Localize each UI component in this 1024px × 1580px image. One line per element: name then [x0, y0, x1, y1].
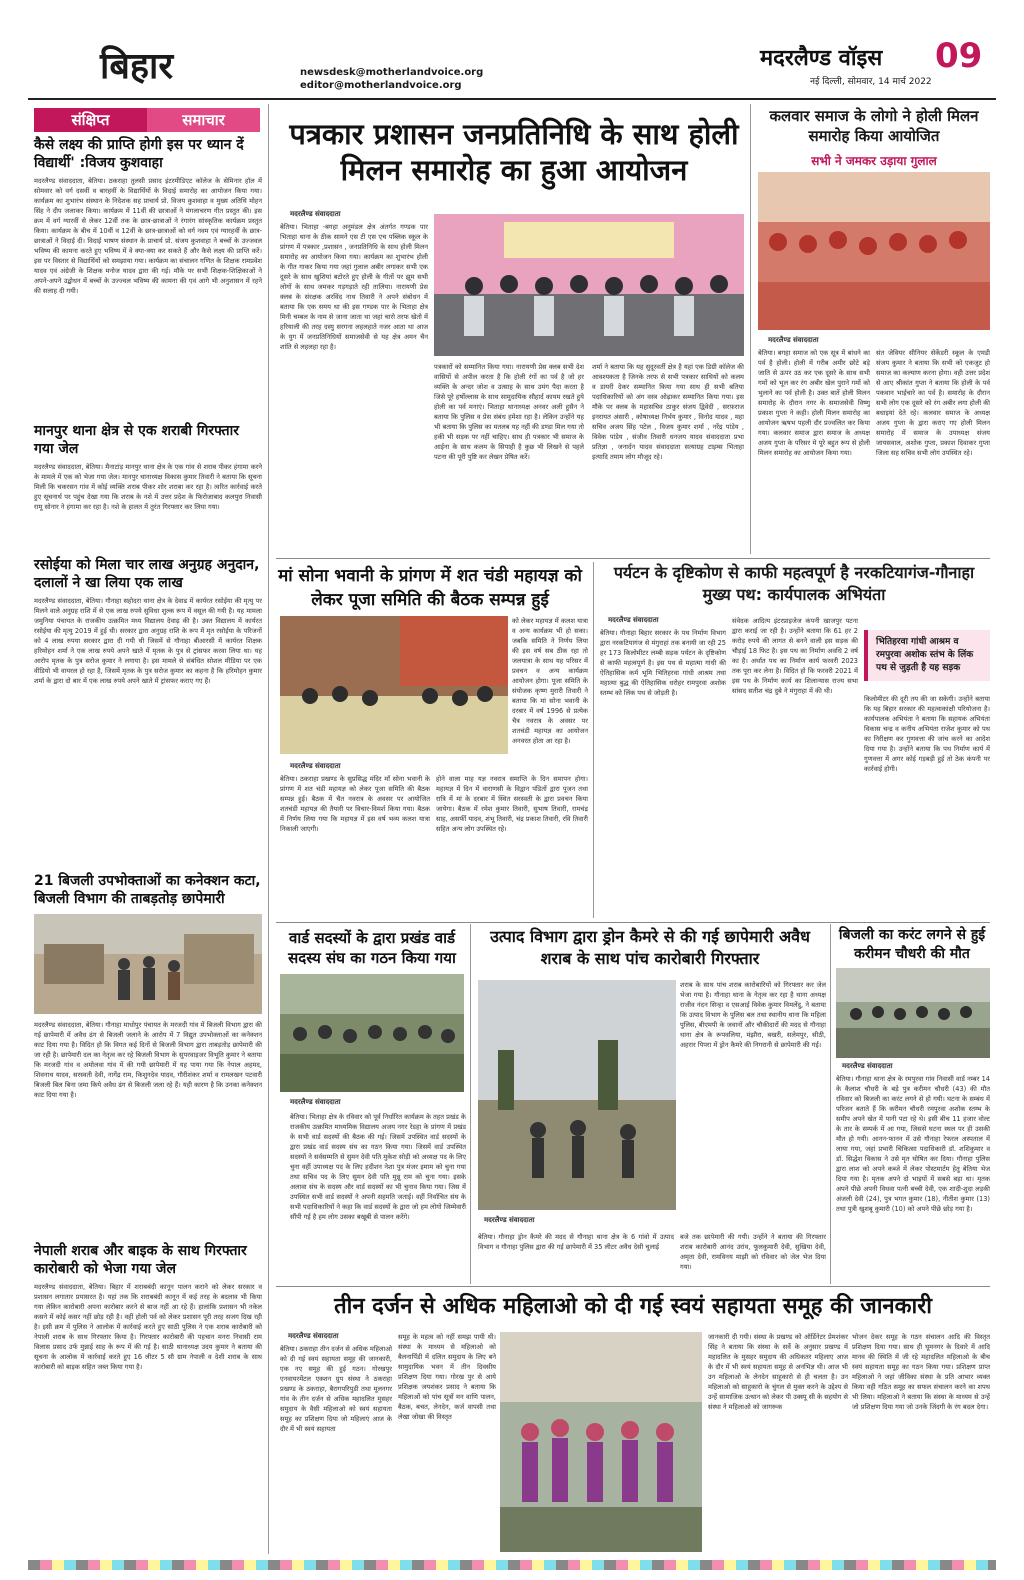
- electric-body: बेतिया। गौनाहा थाना क्षेत्र के रमपुरवा गांव निवासी वार्ड नम्बर 14 के कैलाश चौधरी के बड़े पुत्र करीमन चौधरी (43) की मौत रविवार को बिजली का करंट लगने से हो गयी। घटना के सम्बंध में परिजन बताते हैं कि करीमन चौधरी रमपुरवा अशोक स्तम्भ के समीप अपने खेत में पानी पटा रहे थे। इसी बीच 11 हजार वोल्ट के तार के सम्पर्क में आ गया, जिससे घटना स्थल पर ही उसकी मौत हो गयी। आनन-फानन में उसे गौनाहा रेफरल अस्पताल में लाया गया, जहां प्रभारी चिकित्सा पदाधिकारी डॉ. शशिकुमार व डॉ. सिद्धेश विकास ने उसे मृत घोषित कर दिया। गौनाहा पुलिस द्वारा लाश को अपने कब्जे में लेकर पोस्टमार्टम हेतु बेतिया भेज दिया गया है। मृतक अपने दो भाइयों में सबसे बड़ा था। मृतक अपने पीछे अपनी विधवा पत्नी बच्ची देवी, एक शादी-शुदा लड़की अंजली देवी (24), पुत्र भगत कुमार (18), नीतीश कुमार (13) तथा पुत्री खुशबू कुमारी (10) को अपने पीछे छोड़ गया है।: [836, 1075, 990, 1213]
- column-divider: [268, 104, 269, 1554]
- byline: मदरलैण्ड संवाददाता: [842, 1062, 893, 1070]
- masthead-rule: [28, 98, 996, 100]
- lead-body-col2: पत्रकारों को सम्मानित किया गया। नारायणी प्रेस क्लब सभी देश वासियों से अपील करता है कि होली रंगों का पर्व है जो हर व्यक्ति के अन्दर जोश व उत्साह के साथ उमंग पैदा करता है जिसे पूरे हर्षोल्लास के साथ सामुदायिक सौहार्द कायम रखते हुये होली का पर्व मनाएं। भिताहा थानाध्यक्ष अनवर अली हुसैन ने बताया कि पुलिस व प्रेस संबंध हमेशा रहा है। लेकिन उन्होंने यह भी बताया कि पुलिस का मतलब यह नहीं की डण्डा मिल गया तो हकी भी सड़क पर नहीं चाहिए। साथ ही पत्रकार भी समाज के आईना के साथ कलम के सिपाही है कुछ भी लिखने से पहले पटना की पूरी पुष्टि कर लेखन प्रेषित करें।: [434, 363, 584, 461]
- women-body-col1: बेतिया। ठकराहा तीन दर्जन से अधिक महिलाओ को दी गई स्वयं सहायता समूह की जानकारी, एक नए समूह की हुई गठन। गोरखपुर एनवायरमेंटल एक्शन ग्रुप संस्था ने ठकराहा प्रखण्ड के ठकराहा, बैरागपरिपुडी तथा मूलनगर गांव के तीन दर्जन से अधिक महादलित मुसहर समुदाय के वैसी महिलाओ को स्वयं सहायता समूह का प्रशिक्षण दिया जो महिलाएं आज के दौर में भी स्वयं सहायता: [280, 1345, 392, 1433]
- byline: मदरलैण्ड संवाददाता: [288, 1332, 339, 1340]
- tourism-body-col1: बेतिया। गौनाहा बिहार सरकार के पथ निर्माण विभाग द्वारा नरकटियागंज से मंगुराहां तक बनायी जा रही 25 हर 173 किलोमीटर लम्बी सड़क पर्यटन के दृष्टिकोण से काफी महत्वपूर्ण है। इस पथ से महात्मा गांधी की ऐतिहासिक कर्म भूमि भितिहरवा गांधी आश्रम तथा महात्मा बुद्ध की ऐतिहासिक धरोहर रामपुरवा अशोक स्तम्भ को लिंक पथ से जोड़ती है।: [600, 629, 726, 697]
- women-body-col3: जानकारी दी गयी। संस्था के प्रखण्ड को ऑर्डिनेटर प्रेमशंकर सिंह ने बताया कि संस्था के सर्वे के अनुसार प्रखण्ड में महादलित के मुसहर समुदाय की अधिकतर महिलाए आज के दौर में भी स्वयं सहायता समूह से अनभिज्ञ थी। आज भी उन महिलाओ के लेनदेन साहूकारो से ही चलता है। उन महिलाओ को साहूकारो के चुंगल से मुक्त करने के उद्देश्य से उन्हें सामाजिक उत्थान को लेकर पी उक्स्पू सी के सहयोग से संस्था ने महिलाओ को जागरूक: [708, 1333, 848, 1411]
- section-divider: [276, 558, 990, 559]
- electric-death-photo: [836, 968, 990, 1058]
- byline: मदरलैण्ड संवाददाता: [768, 336, 819, 344]
- byline: मदरलैण्ड संवाददाता: [290, 210, 341, 218]
- lead-photo: [434, 214, 744, 356]
- brief-headline: नेपाली शराब और बाइक के साथ गिरफ्तार कारोबारी को भेजा गया जेल: [34, 1243, 247, 1277]
- women-body-col4: भोजन देकर समूह के गठन संचालन आदि की विस्तृत प्रशिक्षण दिया गया। साथ ही घूमनगर के दिवारे में आदि मानव की स्थिति में जी रहे महादलित महिलाओ के बीच स्वयं सहायता समूह का गठन किया गया। प्रशिक्षण प्राप्त महिलाओ ने जहां जीविका संस्था के प्रति आभार व्यक्त किया वही गठित समूह का सफल संचालन करने का शपथ भी लिया। महिलाओ ने बताया कि संस्था के माध्यम से उन्हें जो प्रशिक्षण दिया गया जो उनके जिंदगी के रंग बदल देगा।: [852, 1333, 990, 1411]
- maa-sona-body-col2: होने वाला माह यज्ञ नवरात्र समाप्ति के दिन समापन होगा। महायज्ञ में दिन में वाराणसी के विद्वान पंडितों द्वारा पूजन तथा रात्रि में मां के दरबार में स्थित सरस्वती के द्वारा प्रवचन किया जायेगा। बैठक में रमेश कुमार तिवारी, सुभाष तिवारी, रामचंद्र साह, असर्फी यादव, शंभू तिवारी, चंद्र प्रकाश तिवारी, रवि तिवारी सहित अन्य लोग उपस्थित रहे।: [436, 775, 588, 833]
- column-divider: [830, 924, 831, 1284]
- women-shg-photo: [500, 1332, 702, 1552]
- drone-raid-photo: [478, 980, 676, 1210]
- byline: मदरलैण्ड संवाददाता: [484, 1216, 535, 1224]
- newspaper-brand: मदरलैण्ड वॉइस: [760, 46, 883, 71]
- kalwar-photo: [758, 172, 990, 330]
- lead-body-col1: बेतिया। भिताहा -बगहा अनुमंडल क्षेत्र अंतर्गत गण्डक पार भिताहा थाना के ठीक सामने एस टी एस एच पब्लिक स्कूल के प्रांगण में पत्रकार ,प्रशासन , जनप्रतिनिधि के साथ होली मिलन समारोह का आयोजन किया गया। कार्यक्रम का शुभारंभ होली के गीत गाकर किया गया जहां गुलाल अबीर लगाकर सभी एक दूसरे के साथ खुशियां बटोरते हुए होली के गीतों पर झूम सभी लोगों के साथ जमकर गड़गड़ाते रही तालिया। नारायणी प्रेस क्लब के संरक्षक अरविंद नाथ तिवारी ने अपने संबोधन में बताया कि एक समय था की इस गण्डक पार के भिताहा क्षेत्र मिनी चम्बल के नाम से जाना जाता था जहां चारो तरफ खेतो में हरियाली की तरह दस्यु सरगना लहलहाते नजर आता था आज के युग में जनप्रतिनिधियों समाजसेवी से यह क्षेत्र अमन चैन शांति से लहलहा रहा है।: [280, 223, 428, 351]
- byline: मदरलैण्ड संवाददाता: [290, 1098, 341, 1106]
- brief-item: [34, 136, 262, 426]
- brief-headline: 21 बिजली उपभोक्ताओं का कनेक्शन कटा, बिजली विभाग की ताबड़तोड़ छापेमारी: [34, 873, 261, 907]
- print-color-bar: [28, 1560, 996, 1570]
- column-divider: [750, 104, 751, 554]
- electric-headline: बिजली का करंट लगने से हुई करीमन चौधरी की मौत: [838, 927, 986, 962]
- maa-sona-body-side: को लेकर महायज्ञ में कलश यात्रा व अन्य कार्यक्रम भी हो सका। जबकि समिति ने निर्णय लिया की इस वर्ष सब ठीक रहा तो जलयात्रा के साथ यह परिसर में प्रवचन व अन्य कार्यक्रम आयोजन होगा। पूजा समिति के संयोजक कृष्ण मुरारी तिवारी ने बताया कि मां सोना भवानी के दरबार में वर्ष 1996 से प्रत्येक चैत्र नवरात्र के अवसर पर शतचंडी महायज्ञ का आयोजन अनवरत होता आ रहा है।: [512, 617, 588, 745]
- brief-headline: कैसे लक्ष्य की प्राप्ति होगी इस पर ध्यान दें विद्यार्थी' :विजय कुशवाहा: [34, 137, 244, 171]
- byline: मदरलैण्ड संवाददाता: [608, 616, 659, 624]
- brief-body: मदरलैण्ड संवाददाता, बेतिया। मैनाटांड़ मानपुर थाना क्षेत्र के एक गांव से शराब पीकर हंगामा करने के मामले में एक को भेजा गया जेल। मानपुर थानाध्यक्ष विकास कुमार तिवारी ने बताया कि सूचना मिली कि चकरसन गांव में कोई व्यक्ति शराब पीकर शोर शराबा कर रहा है। त्वरित कार्रवाई करते हुए सूचनार्थ पर पहुंच देखा गया कि शराब के नशे में उत्तर प्रदेश के फिरोजाबाद कलपुरा निवासी रामू सोनार ने हंगामा कर रहा है। नशे के हालत में तुरंत गिरफ्तार कर लिया गया।: [34, 463, 262, 511]
- kalwar-subhead: सभी ने जमकर उड़ाया गुलाल: [811, 154, 937, 168]
- brief-body: मदरलैण्ड संवाददाता, बेतिया। गौनाहा माधोपुर पंचायत के मरजदी गांव में बिजली विभाग द्वारा की गई छापेमारी में अवैध ढंग से बिजली जलाने के आरोप में 7 विद्युत उपभोक्ताओं का कनेक्शन काट दिया गया है। विदित हो कि विगत कई दिनों से बिजली विभाग द्वारा ताबड़तोड़ छापेमारी की जा रही है। छापेमारी दल का नेतृत्व कर रहे बिजली विभाग के सुपरवाइजर विभूति कुमार ने बताया कि मरजदी गांव व अमोलवा गांव में की गयी छापेमारी में यह पाया गया कि नेपाल अहमद, शिवनाथ यादव, सरस्वती देवी, नागेंद्र राम, किशुनदेव यादव, गौरीशंकर शर्मा व रामलखन पटवारी बिजली बिल बिना जमा किये अवैध ढंग से बिजली जला रहे हैं। यही कारण है कि उनका कनेक्शन काट दिया गया है।: [34, 1021, 262, 1099]
- ward-headline: वार्ड सदस्यों के द्वारा प्रखंड वार्ड सदस्य संघ का गठन किया गया: [288, 929, 456, 967]
- lead-body-col3: शर्मा ने बताया कि यह सुदूरवर्ती क्षेत्र है यहां एक डिग्री कॉलेज की आवश्यकता है जिनके तरफ से सभी पत्रकार साथियों को कलम व डायरी देकर सम्मानित किया गया साथ ही सभी बतिया पदाधिकारियों को अंग वस्त्र ओढ़ाकर सम्मानित किया गया। इस मौके पर क्लब के महासचिव ठाकुर संजय द्विवेदी , सरफ़राज इनरायत अंसारी , कोषाध्यक्ष निर्भय कुमार , विनोद यादव , महा सचिव अजय सिंह पटेल , विजय कुमार शर्मा , नरेंद्र पांडेय , विवेक पांडेय , संजीव तिवारी धनजय यादव संवाददाता प्रभा प्रतिज्ञा , जनार्दन यादव संवाददाता सत्याग्रह टाइम्स भिताहा इत्यादि तमाम लोग मौजूद रहे।: [592, 363, 744, 461]
- brief-label-left: संक्षिप्त: [34, 108, 147, 132]
- contact-emails: [300, 66, 483, 92]
- tourism-body-col2: संवेदक आदित्य इंटरप्राइजेज कंपनी खाजपुर पटना द्वारा कराई जा रही है। उन्होंने बताया कि 61 हर 2 करोड़ रुपये की लागत से बनने वाली इस सड़क की चौड़ाई 18 फिट है। इस पथ का निर्माण अवधि 2 वर्ष का है। अर्थात पथ का निर्माण कार्य फरवरी 2023 तक पूरा कर लेना है। विदित हो कि फरवरी 2021 में इस पथ के निर्माण कार्य का शिलान्यास राज्य सभा सांसद सतीश चंद्र दुबे ने मंगुराहा में की थी।: [732, 617, 858, 695]
- issue-date: नई दिल्ली, सोमवार, 14 मार्च 2022: [810, 77, 932, 87]
- excise-caption-body: बेतिया। गौनाहा ड्रोन कैमरे की मदद से गौनाहा थाना क्षेत्र के 6 गांवो में उत्पाद विभाग व गौनाहा पुलिस द्वारा की गई छापेमारी में 35 लीटर अवैध देसी चुलाई: [478, 1233, 674, 1251]
- tourism-highlight-box: भितिहरवा गांधी आश्रम व रमपुरवा अशोक स्तंभ के लिंक पथ से जुड़ती है यह सड़क: [864, 630, 990, 681]
- electricity-raid-photo: [34, 914, 262, 1014]
- kalwar-body-col2: संत जेवियर सीनियर सेकेंडरी स्कूल के एमडी संजय कुमार ने बताया कि सभी को एकजुट हो समाज का कल्याण करना होगा। वही उत्तर प्रदेश से आए श्रीकांत गुप्ता ने बताया कि होली के पर्व पकवान भाईचारे का पर्व है। समारोह के दौरान सभी लोग एक दूसरे को रंग अबीर लगा होली की बधाइयां देते रहे। कलवार समाज के अध्यक्ष अजय गुप्ता के द्वारा कराए गए होली मिलन समारोह में समाज के उपाध्यक्ष संजय जायसवाल, अशोक गुप्ता, प्रकाश दिवाकर गुप्ता जिला सह सचिव सभी लोग उपस्थित रहे।: [876, 349, 990, 457]
- byline: मदरलैण्ड संवाददाता: [290, 762, 341, 770]
- brief-label-right: समाचार: [182, 111, 225, 129]
- brief-item: [34, 422, 262, 554]
- kalwar-body-col1: बेतिया। बगहा समाज को एक सूत्र में बांधने का पर्व है होली। होली में गरीब अमीर छोटे बड़े जाति से ऊपर उठ कर एक दूसरे के साथ सभी गमों को भूल कर रंग अबीर खेल पुराने गमों को भुलाने का पर्व होली है। उक्त बातें होली मिलन समारोह के दौरान नगर के समाजसेवी विष्णु प्रकाश गुप्ता ने कही। होली मिलन समारोह का आयोजन ऋषभ पहली दौर प्रज्वलित कर किया गया। कलवार समाज द्वारा समाज के अध्यक्ष अजय गुप्ता के परिसर मे पूरे बहुत रूप से होली मिलन समारोह का आयोजन किया गया।: [758, 349, 870, 457]
- brief-body: मदरलैण्ड संवाददाता, बेतिया। ठकराहा तुलसी प्रसाद इंटरमीडिएट कॉलेज के सेमिनार हॉल में सोमवार को वर्ग दसवीं व बारहवीं के विद्यार्थियों के विदाई समारोह का आयोजन किया गया। कार्यक्रम का शुभारंभ संस्थान के निदेशक सह प्राचार्य प्रो. विजय कुशवाहा व मुख्य अतिथि मोहन सिंह ने दीप जलाकर किया। कार्यक्रम में 11वीं की छात्राओं ने मंगलाचरण गीत प्रस्तुत की। इस क्रम में वर्ग ग्यारवीं से लेकर 12वीं तक के छात्र-छात्राओं ने रंगारंग सांस्कृतिक कार्यक्रम प्रस्तुत किया। कार्यक्रम के बीच में 10वीं व 12वीं के छात्र-छात्राओं को वर्ग नवम एवं ग्यारहवीं के छात्र-छात्राओं ने विदाई दी। विदाई भाषण संस्थान के प्राचार्य प्रो. संजय कुशवाहा ने बच्चों के उज्जवल भविष्य की कामना करते हुए भविष्य में वे क्या-क्या कर सकते हैं और कैसे लक्ष्य की प्राप्ति करें। इस पर विस्तार से विद्यार्थियों को समझाया गया। कार्यक्रम का संचालन गणित के शिक्षक रामप्रवेश यादव एवं अंग्रेजी के शिक्षक मनोज यादव द्वारा की गई। मौके पर सभी शिक्षक-शिक्षिकाओं ने अपने-अपने उद्बोधन में बच्चों के उज्ज्वल भविष्य की कामना की एवं आगे भी अनुशासन में रहने की सलाह दी गयी।: [34, 177, 262, 295]
- section-divider: [276, 922, 990, 923]
- tourism-headline: पर्यटन के दृष्टिकोण से काफी महत्वपूर्ण है नरकटियागंज-गौनाहा मुख्य पथ: कार्यपालक अभियंता: [613, 563, 975, 604]
- brief-headline: रसोईया को मिला चार लाख अनुग्रह अनुदान, दलालों ने खा लिया एक लाख: [34, 557, 260, 591]
- excise-body-right: शराब के साथ पांच शराब कारोबारियों को गिरफ्तार कर जेल भेजा गया है। गौनाहा थाना के नेतृत्व कर रहा है थाना अध्यक्ष राजीव नंदन सिन्हा व एसआई विवेक कुमार विमलेंदु, ने बताया कि उत्पाद विभाग के पुलिस बल तथा स्थानीय थाना कि महिला पुलिस, बीएमपी के जवानों और चौकीदारों की मदद से गौनाहा थाना क्षेत्र के रूपवलिया, मंझौरा, बखरी, सलेमपुर, सीठी, अहरार पिपरा में ड्रोन कैमरे की निगरानी से छापेमारी की गई।: [680, 981, 826, 1049]
- maa-sona-body-col1: बेतिया। ठकराहा प्रखण्ड के सुप्रसिद्ध मंदिर माँ सोना भवानी के प्रांगण में शत चंडी महायज्ञ को लेकर पूजा समिति की बैठक सम्पन्न हुई। बैठक में चैत नवरात्र के अवसर पर आयोजित शतचंडी महायज्ञ की तैयारी पर विचार-विमर्श किया गया। बैठक में निर्णय लिया गया कि महायज्ञ में इस वर्ष भव्य कलश यात्रा निकाली जाएगी।: [280, 775, 430, 833]
- tourism-body-col3: किलोमीटर की दूरी तय की जा सकेगी। उन्होंने बताया कि यह बिहार सरकार की महत्वाकांक्षी परियोजना है। कार्यपालक अभियंता ने बताया कि सहायक अभियंता विकास चन्द्र व कनीय अभियंता राजेश कुमार को पथ का निरीक्षण कर गुणवत्ता की जांच करने का आदेश दिया गया है। उन्होंने बताया कि पथ निर्माण कार्य में गुणवत्ता में अगर कोई गड़बड़ी हुई तो ठेक कंपनी पर कार्रवाई होगी।: [864, 695, 990, 773]
- page-number: 09: [935, 36, 983, 76]
- excise-headline: उत्पाद विभाग द्वारा ड्रोन कैमरे से की गई छापेमारी अवैध शराब के साथ पांच कारोबारी गिरफ्तार: [490, 927, 810, 968]
- brief-body: मदरलैण्ड संवाददाता, बेतिया। गौनाहा सहोदरा थाना क्षेत्र के देवाढ में कार्यरत रसोईया की मृत्यु पर मिलने वाले अनुग्रह राशि में से एक लाख रुपये सुविधा शुल्क रूप में वसूल की गयी है। यह मामला जमुनिया पंचायत के राजकीय उत्क्रमित मध्य विद्यालय देवाढ़ की है। उक्त विद्यालय में कार्यरत रसोईया की मृत्यु 2019 में हुई थी। सरकार द्वारा अनुग्रह राशि के रूप में मृत रसोईया के परिजनों को 4 लाख रुपया सरकार द्वारा दी गयी थी जिसमें से गौनाहा बीआरसी में कार्यरत शिक्षक हरिमोहन शर्मा ने एक लाख रुपये अपने खाते में मृतक के पुत्र से ट्रांसफर करवा लिया था। यह आरोप मृतक के पुत्र सरोज कुमार ने लगाया है। इस मामले से संबंधित सोशल मीडिया पर एक वीडियो भी वायरल हो रहा है, जिसमें मृतक के पुत्र सरोज कुमार का कहना है कि हरिमोहन कुमार शर्मा के द्वारा दो बार में एक लाख रुपये अपने खाते में ट्रांसफर कराए गए हैं।: [34, 597, 262, 685]
- column-divider: [593, 562, 594, 918]
- lead-headline: पत्रकार प्रशासन जनप्रतिनिधि के साथ होली मिलन समारोह का हुआ आयोजन: [289, 117, 739, 187]
- email-editor[interactable]: editor@motherlandvoice.org: [300, 80, 462, 91]
- brief-item: [34, 872, 262, 1256]
- maa-sona-photo: [280, 616, 508, 754]
- brief-item: [34, 1242, 262, 1516]
- maa-sona-headline: मां सोना भवानी के प्रांगण में शत चंडी महायज्ञ को लेकर पूजा समिति की बैठक सम्पन्न हुई: [278, 566, 582, 610]
- women-shg-headline: तीन दर्जन से अधिक महिलाओ को दी गई स्वयं सहायता समूह की जानकारी: [334, 1294, 932, 1319]
- brief-news-label: [34, 108, 260, 132]
- kalwar-headline: कलवार समाज के लोगो ने होली मिलन समारोह किया आयोजित: [769, 107, 979, 145]
- email-newsdesk[interactable]: newsdesk@motherlandvoice.org: [300, 67, 484, 78]
- brief-item: [34, 556, 262, 862]
- column-divider: [470, 924, 471, 1284]
- ward-photo: [280, 974, 464, 1092]
- section-divider: [276, 1286, 990, 1287]
- brief-body: मदरलैण्ड संवाददाता, बेतिया। बिहार में शराबबंदी कानून पालन कराने को लेकर सरकार व प्रशासन लगातार प्रयासरत है। यहां तक कि शराबबंदी कानून में कई तरह के बदलाव भी किया गया लेकिन कारोबारी अपना कारोबार करने से बाज नहीं आ रहे हैं। हालांकि प्रशासन भी नकेल कसने में कोई कसर नहीं छोड़ रही है। वहीं होली पर्व को लेकर प्रशासन पूरी तरह सजग दिख रही है। इसी क्रम में पुलिस ने आलोक में कार्रवाई करते हुए साठी पुलिस ने एक शराब कारोबारी को नेपाली शराब के साथ गिरफ्तार किया है। गिरफ्तार कारोबारी की पहचान मनरा निवासी राम विलास प्रसाद उर्फ मुन्नाई साह के रूप में की गई है। साठी थानाध्यक्ष उदय कुमार ने बताया की सूचना के आलोक में कार्रवाई करते हुए 16 लीटर 5 सौ ग्राम नेपाली व देशी शराब के साथ कारोबारी को बाइक सहित जब्त किया गया है।: [34, 1283, 262, 1371]
- section-title: बिहार: [100, 45, 174, 87]
- women-body-col2: समूह के महत्व को नहीं समझ पायी थी। संस्था के माध्यम से महिलाओ को बैलनार्पिडी में दलित समुदाय के लिए बने सामुदायिक भवन में तीन दिवसीय प्रशिक्षण दिया गया। गोरख पुर से आये प्रशिक्षक जयशंकर प्रसाद ने बताया कि महिलाओं को पांच सूत्रों मन वाणि पालन, बैठक, बचत, लेनदेन, कर्ज वापसी तथा लेखा जोखा की विस्तृत: [398, 1333, 496, 1421]
- brief-headline: मानपुर थाना क्षेत्र से एक शराबी गिरफ्तार गया जेल: [34, 423, 239, 457]
- ward-body: बेतिया। भिताहा क्षेत्र के रविवार को पूर्व निर्धारित कार्यक्रम के तहत प्रखंड के राजकीय उत्क्रमित माध्यमिक विद्यालय अजय नगर रेडहा के प्रांगण में प्रखंड के सभी वार्ड सदस्यों की बैठक की गई। जिसमें उपस्थित वार्ड सदस्यों के द्वारा प्रखंड वार्ड सदस्य संघ का गठन किया गया। जिसमें वार्ड उपस्थित सदस्यों ने सर्वसम्मति से सुमन देवी पति मुकेश सोड़ी को अध्यक्ष पद के लिए चुना वहीं उपाध्यक्ष पद के लिए हदीशन नेशा पुत्र मंजर इमाम को चुना गया तथा सचिव पद के लिए सुमन देवी पति मुन्नू राम को चुना गया। इसके अलावा संघ के सदस्य और वार्ड सदस्यों का भी चुनाव किया गया। जिस में उपस्थित सभी वार्ड सदस्यों ने अपनी सहमति जताई। वहीं निर्वाचित संघ के सभी पदाधिकारियों ने कहा कि वार्ड सदस्यों के द्वारा जो हम लोगो जिम्मेवारी सौंपी गई है हम लोग उसका बखूबी से पालन करेंगे।: [290, 1113, 466, 1221]
- excise-body-bottom: बजे तक छापेमारी की गयी। उन्होंने ने बताया की गिरफ्तार शराब कारोबारी आनंद उरांव, फूलकुमारी देवी, सुखिया देवी, अमृता देवी, रामविनय माझी को रविवार को जेल भेज दिया गया।: [680, 1233, 826, 1271]
